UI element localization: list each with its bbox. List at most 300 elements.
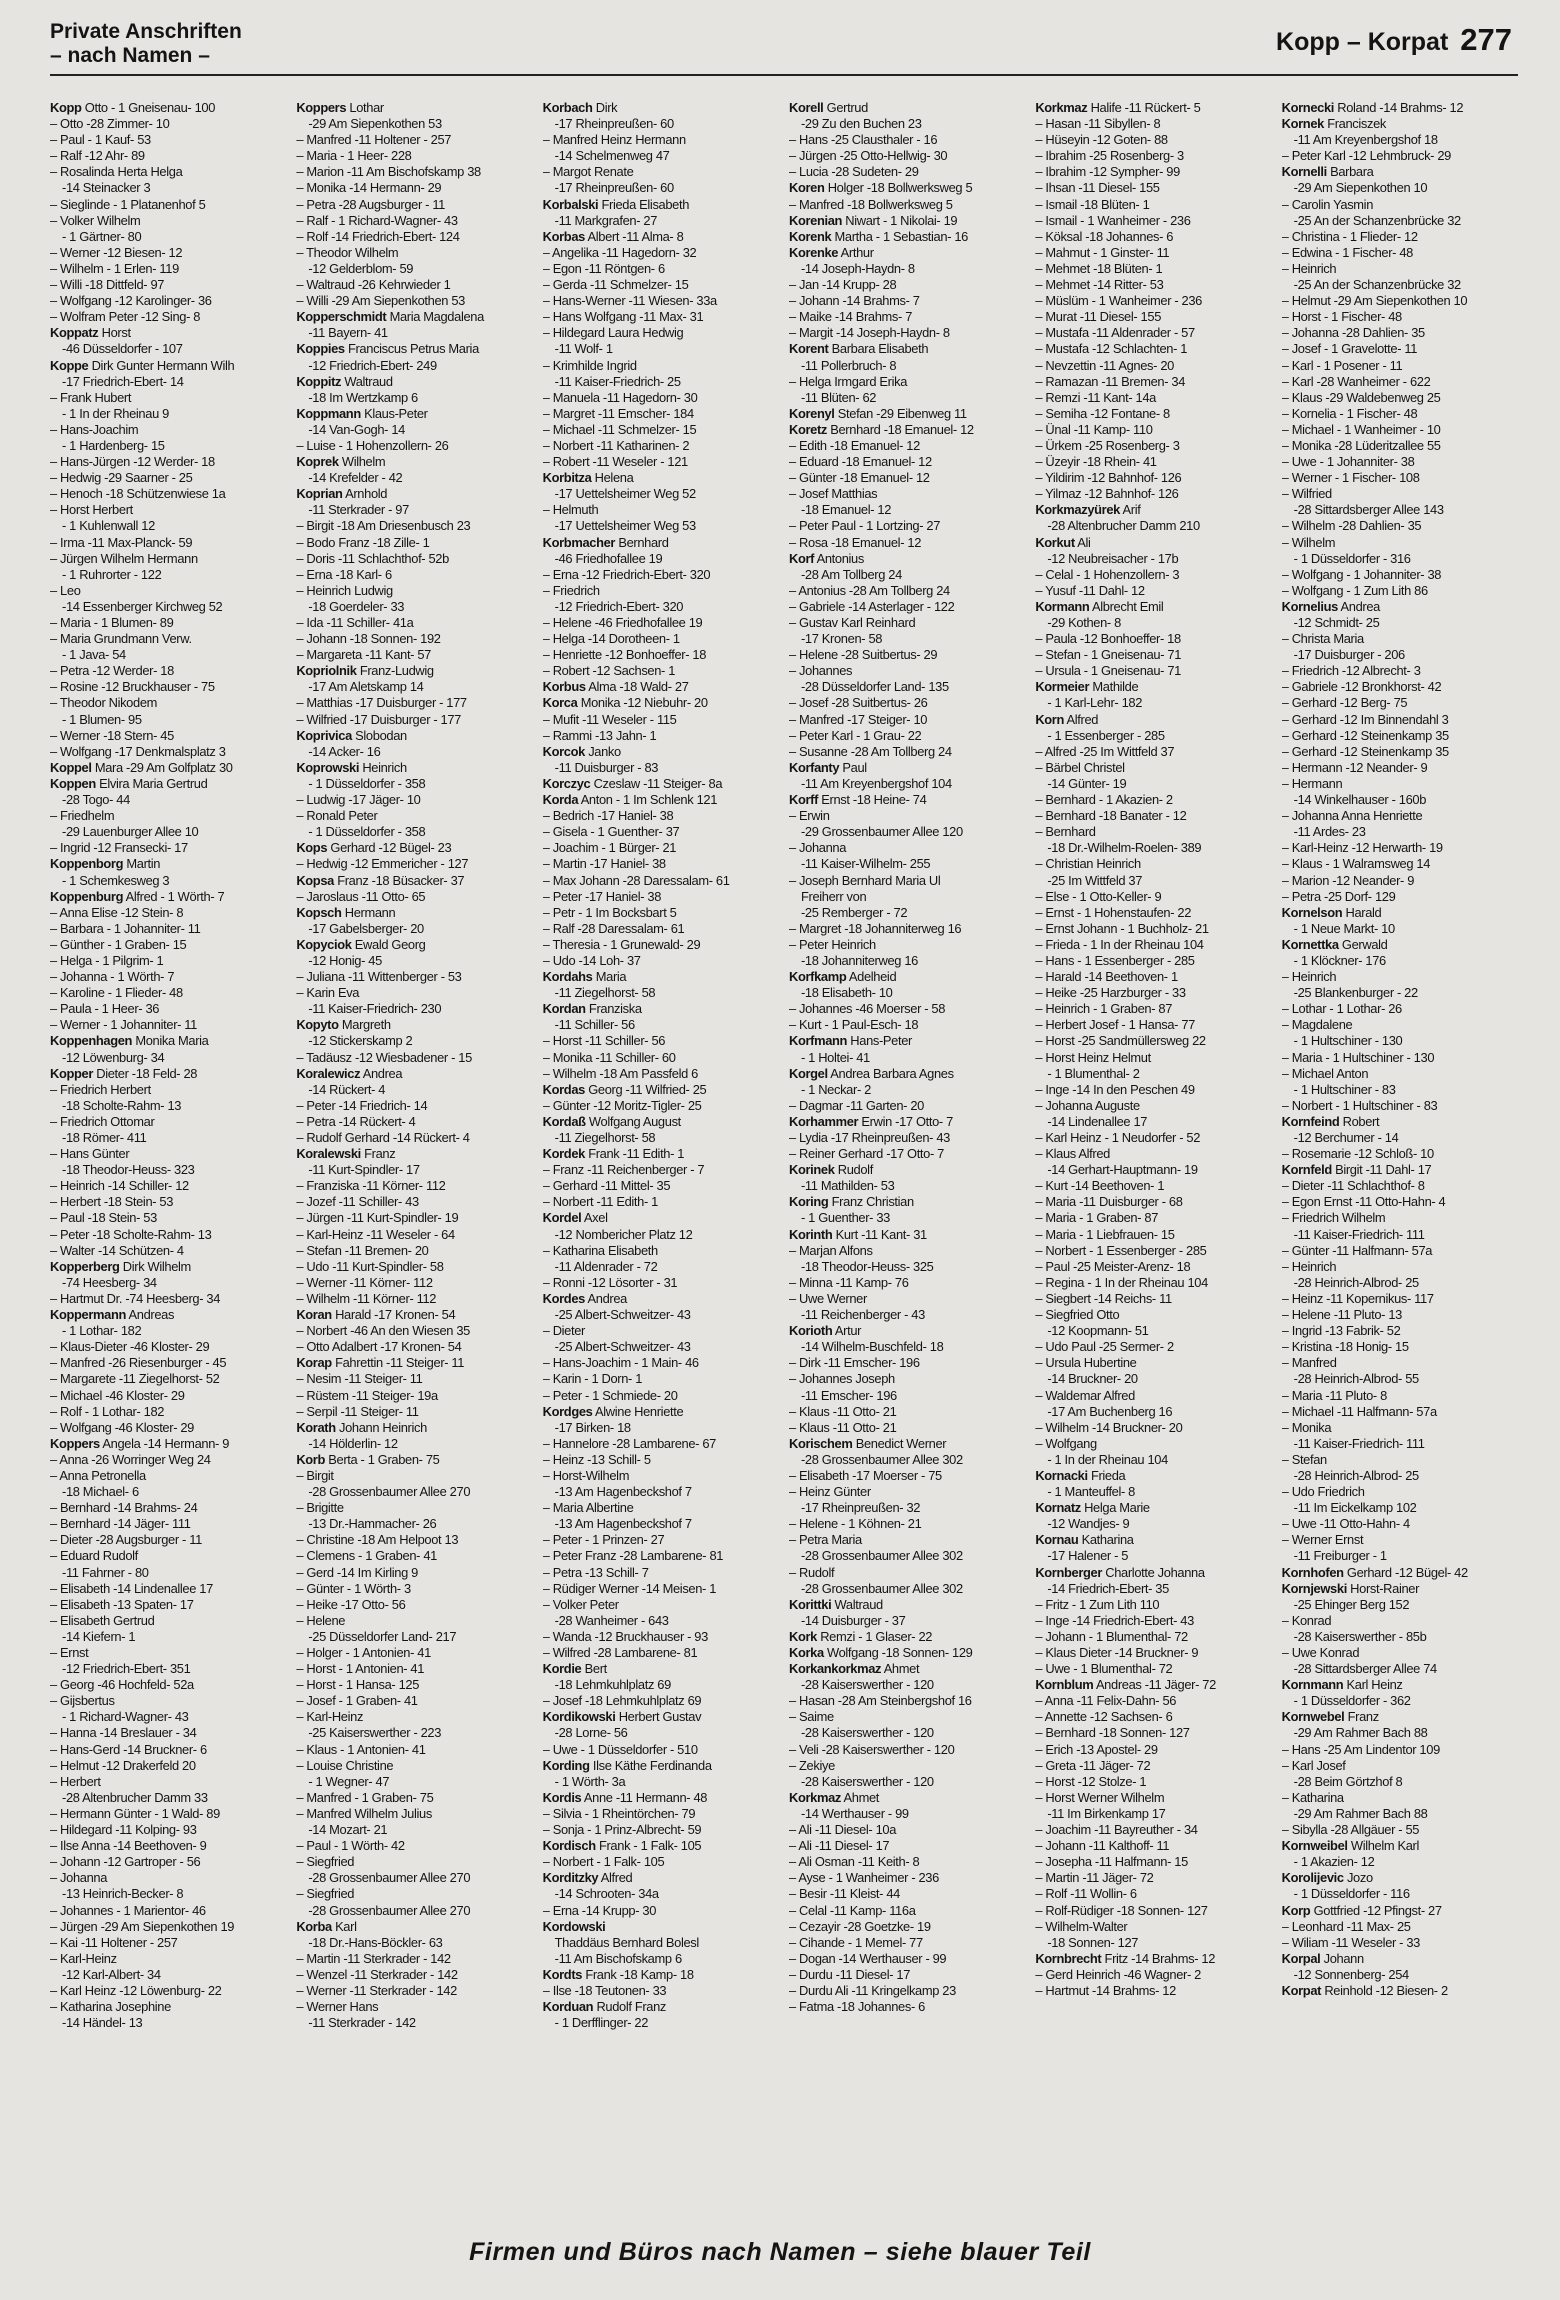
entry-text: - 1 Guenther- 33 bbox=[800, 1210, 890, 1226]
entry-text: Bernhard bbox=[618, 534, 669, 550]
listing-entry bbox=[1282, 1243, 1518, 1259]
listing-entry bbox=[1282, 1468, 1518, 1484]
entry-text: – Katharina bbox=[1281, 1789, 1344, 1805]
listing-entry bbox=[1282, 1548, 1518, 1564]
listing-entry bbox=[50, 953, 286, 969]
listing-entry bbox=[1035, 390, 1271, 406]
entry-text: – Mehmet -18 Blüten- 1 bbox=[1035, 260, 1163, 276]
listing-entry bbox=[50, 937, 286, 953]
entry-text: – Martin -17 Haniel- 38 bbox=[542, 856, 666, 872]
listing-entry bbox=[789, 631, 1025, 647]
listing-entry bbox=[296, 1919, 532, 1935]
listing-entry bbox=[296, 953, 532, 969]
entry-text: – Magdalene bbox=[1281, 1017, 1353, 1033]
listing-entry bbox=[296, 1162, 532, 1178]
listing-entry bbox=[296, 1645, 532, 1661]
listing-entry bbox=[789, 1307, 1025, 1323]
listing-entry bbox=[1035, 245, 1271, 261]
surname: Kordaß bbox=[542, 1113, 586, 1129]
listing-entry bbox=[1035, 213, 1271, 229]
listing-entry bbox=[789, 1758, 1025, 1774]
surname: Korduan bbox=[542, 1999, 594, 2015]
entry-text: -28 Sittardsberger Allee 143 bbox=[1293, 502, 1444, 518]
listing-entry bbox=[50, 567, 286, 583]
entry-text: -12 Honig- 45 bbox=[308, 952, 382, 968]
listing-entry bbox=[50, 1790, 286, 1806]
entry-text: – Werner - 1 Fischer- 108 bbox=[1281, 470, 1420, 486]
listing-entry bbox=[789, 132, 1025, 148]
listing-entry bbox=[543, 1388, 779, 1404]
entry-text: Wolfgang -18 Sonnen- 129 bbox=[827, 1645, 973, 1660]
footer-note: Firmen und Büros nach Namen – siehe blauer Teil bbox=[469, 2238, 1091, 2266]
surname: Kornacki bbox=[1035, 1467, 1088, 1483]
entry-text: Arthur bbox=[840, 244, 874, 260]
entry-text: – Johanna Auguste bbox=[1035, 1097, 1140, 1113]
entry-text: – Wilhelm -18 Am Passfeld 6 bbox=[542, 1065, 698, 1081]
entry-text: – Ismail - 1 Wanheimer - 236 bbox=[1035, 212, 1191, 228]
listing-entry bbox=[543, 647, 779, 663]
listing-entry bbox=[50, 1388, 286, 1404]
entry-text: – Johanna -28 Dahlien- 35 bbox=[1281, 325, 1425, 341]
listing-entry bbox=[1282, 502, 1518, 518]
listing-entry bbox=[543, 1468, 779, 1484]
surname: Kornbrecht bbox=[1035, 1950, 1102, 1966]
listing-entry bbox=[296, 873, 532, 889]
listing-entry bbox=[296, 1436, 532, 1452]
listing-entry bbox=[1035, 1709, 1271, 1725]
listing-entry bbox=[1035, 1001, 1271, 1017]
listing-entry bbox=[1035, 358, 1271, 374]
listing-entry bbox=[1282, 599, 1518, 615]
listing-entry bbox=[543, 1919, 779, 1935]
entry-text: -12 Nombericher Platz 12 bbox=[554, 1226, 693, 1242]
entry-text: – Margot Renate bbox=[542, 164, 634, 180]
entry-text: -11 Im Birkenkamp 17 bbox=[1047, 1805, 1166, 1821]
listing-entry bbox=[789, 583, 1025, 599]
listing-entry bbox=[296, 1822, 532, 1838]
entry-text: – Hermann bbox=[1281, 775, 1343, 791]
listing-entry bbox=[1282, 229, 1518, 245]
listing-entry bbox=[1035, 1259, 1271, 1275]
entry-text: – Klaus -11 Otto- 21 bbox=[788, 1419, 897, 1435]
entry-text: – Gerhard -12 Steinenkamp 35 bbox=[1281, 743, 1449, 759]
entry-text: – Werner -18 Stern- 45 bbox=[50, 727, 174, 743]
entry-text: – Hedwig -12 Emmericher - 127 bbox=[296, 856, 469, 872]
listing-entry bbox=[789, 1468, 1025, 1484]
listing-entry bbox=[50, 358, 286, 374]
listing-entry bbox=[543, 1404, 779, 1420]
listing-entry bbox=[296, 1130, 532, 1146]
listing-entry bbox=[1282, 1355, 1518, 1371]
listing-entry bbox=[1035, 293, 1271, 309]
listing-entry bbox=[543, 1774, 779, 1790]
entry-text: – Ramazan -11 Bremen- 34 bbox=[1035, 373, 1186, 389]
surname: Kornettka bbox=[1281, 936, 1339, 952]
surname: Korbalski bbox=[542, 196, 599, 212]
listing-entry bbox=[789, 728, 1025, 744]
entry-text: – Maria -11 Duisburger - 68 bbox=[1035, 1194, 1183, 1210]
listing-entry bbox=[1282, 1661, 1518, 1677]
page-number: 277 bbox=[1460, 22, 1512, 57]
listing-entry bbox=[789, 937, 1025, 953]
listing-entry bbox=[789, 325, 1025, 341]
entry-text: Roland -14 Brahms- 12 bbox=[1337, 100, 1464, 115]
surname: Korbach bbox=[542, 100, 593, 115]
listing-entry bbox=[1035, 1291, 1271, 1307]
listing-entry bbox=[296, 1983, 532, 1999]
entry-text: -11 Mathilden- 53 bbox=[800, 1178, 895, 1194]
listing-entry bbox=[543, 551, 779, 567]
listing-entry bbox=[1282, 213, 1518, 229]
entry-text: – Harald -14 Beethoven- 1 bbox=[1035, 969, 1178, 985]
entry-text: – Waldemar Alfred bbox=[1035, 1387, 1135, 1403]
listing-entry bbox=[1035, 1339, 1271, 1355]
listing-entry bbox=[543, 1275, 779, 1291]
listing-entry bbox=[789, 197, 1025, 213]
entry-text: – Dogan -14 Werthauser - 99 bbox=[788, 1950, 947, 1966]
listing-entry bbox=[543, 792, 779, 808]
listing-entry bbox=[1282, 969, 1518, 985]
entry-text: -11 Am Kreyenbergshof 18 bbox=[1293, 132, 1438, 148]
entry-text: – Christine -18 Am Helpoot 13 bbox=[296, 1532, 459, 1548]
entry-text: – Monika bbox=[1281, 1419, 1332, 1435]
listing-entry bbox=[543, 518, 779, 534]
listing-entry bbox=[1035, 889, 1271, 905]
entry-text: – Maria - 1 Liebfrauen- 15 bbox=[1035, 1226, 1175, 1242]
listing-entry bbox=[543, 1581, 779, 1597]
entry-text: – Tadäusz -12 Wiesbadener - 15 bbox=[296, 1049, 472, 1065]
entry-text: – Barbara - 1 Johanniter- 11 bbox=[50, 920, 201, 936]
entry-text: Fritz -14 Brahms- 12 bbox=[1104, 1950, 1216, 1966]
listing-entry bbox=[296, 1870, 532, 1886]
listing-entry bbox=[50, 261, 286, 277]
entry-text: Herbert Gustav bbox=[618, 1709, 702, 1725]
listing-entry bbox=[1282, 792, 1518, 808]
entry-text: Gerhard -12 Bügel- 42 bbox=[1346, 1564, 1468, 1580]
listing-entry bbox=[296, 840, 532, 856]
listing-entry bbox=[296, 1774, 532, 1790]
entry-text: -12 Berchumer - 14 bbox=[1293, 1130, 1399, 1145]
listing-entry bbox=[50, 1050, 286, 1066]
entry-text: – Karl -28 Wanheimer - 622 bbox=[1281, 373, 1431, 389]
listing-entry bbox=[543, 213, 779, 229]
listing-entry bbox=[543, 808, 779, 824]
listing-entry bbox=[296, 1854, 532, 1870]
listing-entry bbox=[296, 502, 532, 518]
listing-entry bbox=[789, 1194, 1025, 1210]
listing-entry bbox=[1282, 116, 1518, 132]
entry-text: – Rudolf bbox=[788, 1564, 835, 1580]
entry-text: - 1 Schemkesweg 3 bbox=[62, 872, 170, 888]
entry-text: Axel bbox=[583, 1210, 608, 1226]
entry-text: – Remzi -11 Kant- 14a bbox=[1035, 389, 1156, 405]
surname: Korkmaz bbox=[1035, 100, 1088, 115]
listing-entry bbox=[789, 1951, 1025, 1967]
listing-entry bbox=[1282, 470, 1518, 486]
listing-entry bbox=[789, 1854, 1025, 1870]
listing-entry bbox=[296, 856, 532, 872]
listing-entry bbox=[543, 1983, 779, 1999]
entry-text: – Michael Anton bbox=[1281, 1065, 1369, 1081]
listing-entry bbox=[543, 1436, 779, 1452]
entry-text: -18 Theodor-Heuss- 325 bbox=[800, 1258, 934, 1274]
entry-text: – Karl-Heinz -12 Herwarth- 19 bbox=[1281, 840, 1443, 856]
entry-text: – Klaus Alfred bbox=[1035, 1146, 1110, 1162]
entry-text: – Volker Wilhelm bbox=[50, 212, 141, 228]
entry-text: -11 Am Bischofskamp 6 bbox=[554, 1950, 682, 1966]
listing-entry bbox=[50, 985, 286, 1001]
listing-entry bbox=[1035, 132, 1271, 148]
listing-entry bbox=[50, 1259, 286, 1275]
entry-text: Kurt -11 Kant- 31 bbox=[835, 1226, 927, 1242]
surname: Kornfeind bbox=[1281, 1113, 1340, 1129]
entry-text: -11 Sterkrader - 142 bbox=[308, 2015, 416, 2031]
listing-entry bbox=[789, 535, 1025, 551]
entry-text: - 1 Essenberger - 285 bbox=[1047, 727, 1165, 743]
listing-entry bbox=[50, 1597, 286, 1613]
entry-text: – Paul -25 Meister-Arenz- 18 bbox=[1035, 1258, 1191, 1274]
listing-entry bbox=[1035, 518, 1271, 534]
entry-text: -28 Grossenbaumer Allee 302 bbox=[800, 1451, 963, 1467]
listing-entry bbox=[1035, 100, 1271, 116]
surname: Koppe bbox=[50, 357, 89, 373]
listing-entry bbox=[789, 824, 1025, 840]
listing-entry bbox=[789, 744, 1025, 760]
entry-text: – Lothar - 1 Lothar- 26 bbox=[1281, 1001, 1402, 1017]
entry-text: – Stefan bbox=[1281, 1451, 1327, 1467]
listing-entry bbox=[296, 261, 532, 277]
listing-entry bbox=[50, 1066, 286, 1082]
listing-entry bbox=[1035, 1323, 1271, 1339]
listing-entry bbox=[789, 454, 1025, 470]
listing-entry bbox=[296, 1227, 532, 1243]
entry-text: – Irma -11 Max-Planck- 59 bbox=[50, 534, 193, 550]
entry-text: Waltraud bbox=[344, 373, 393, 389]
entry-text: – Hans -25 Clausthaler - 16 bbox=[788, 132, 938, 148]
entry-text: -17 Uettelsheimer Weg 52 bbox=[554, 486, 696, 502]
entry-text: – Leonhard -11 Max- 25 bbox=[1281, 1918, 1411, 1934]
listing-entry bbox=[1035, 808, 1271, 824]
entry-text: -11 Pollerbruch- 8 bbox=[800, 357, 897, 373]
listing-entry bbox=[1282, 1017, 1518, 1033]
entry-text: - 1 Düsseldorfer - 358 bbox=[308, 775, 426, 791]
listing-entry bbox=[1035, 1903, 1271, 1919]
entry-text: – Hans - 1 Essenberger - 285 bbox=[1035, 952, 1195, 968]
entry-text: – Bernhard bbox=[1035, 824, 1096, 840]
surname: Koppenhagen bbox=[50, 1033, 133, 1049]
listing-entry bbox=[50, 1967, 286, 1983]
listing-entry bbox=[789, 1082, 1025, 1098]
entry-text: – Michael -11 Schmelzer- 15 bbox=[542, 421, 697, 437]
listing-entry bbox=[789, 180, 1025, 196]
entry-text: – Günter -18 Emanuel- 12 bbox=[788, 470, 930, 486]
entry-text: Arif bbox=[1122, 502, 1141, 518]
entry-text: – Cihande - 1 Memel- 77 bbox=[788, 1934, 923, 1950]
entry-text: – Hans -25 Am Lindentor 109 bbox=[1281, 1741, 1440, 1757]
listing-entry bbox=[50, 1339, 286, 1355]
listing-entry bbox=[50, 1484, 286, 1500]
listing-entry bbox=[543, 1355, 779, 1371]
entry-text: - 1 Klöckner- 176 bbox=[1293, 952, 1386, 968]
entry-text: – Margarete -11 Ziegelhorst- 52 bbox=[50, 1371, 220, 1387]
entry-text: – Erwin bbox=[788, 808, 830, 824]
entry-text: – Klaus -29 Waldebenweg 25 bbox=[1281, 389, 1441, 405]
entry-text: – Maike -14 Brahms- 7 bbox=[788, 309, 913, 325]
surname: Korn bbox=[1035, 711, 1065, 727]
listing-entry bbox=[789, 985, 1025, 1001]
entry-text: – Mahmut - 1 Ginster- 11 bbox=[1035, 244, 1170, 260]
surname: Korath bbox=[296, 1419, 336, 1435]
entry-text: – Brigitte bbox=[296, 1500, 344, 1516]
listing-entry bbox=[543, 1613, 779, 1629]
listing-entry bbox=[1035, 1565, 1271, 1581]
listing-entry bbox=[1035, 1033, 1271, 1049]
listing-entry bbox=[1282, 583, 1518, 599]
entry-text: Bert bbox=[584, 1661, 607, 1677]
surname: Korischem bbox=[788, 1435, 853, 1451]
surname: Kornweibel bbox=[1281, 1838, 1348, 1854]
listing-entry bbox=[50, 293, 286, 309]
listing-entry bbox=[1282, 325, 1518, 341]
listing-entry bbox=[1282, 1677, 1518, 1693]
entry-text: -11 Blüten- 62 bbox=[800, 389, 877, 405]
listing-entry bbox=[543, 1645, 779, 1661]
entry-text: – Else - 1 Otto-Keller- 9 bbox=[1035, 888, 1162, 904]
listing-entry bbox=[296, 1532, 532, 1548]
entry-text: – Peter Franz -28 Lambarene- 81 bbox=[542, 1548, 724, 1564]
entry-text: – Wilhelm -28 Dahlien- 35 bbox=[1281, 518, 1422, 534]
entry-text: – Johannes -46 Moerser - 58 bbox=[788, 1001, 946, 1017]
listing-entry bbox=[1282, 1725, 1518, 1741]
entry-text: -29 Grossenbaumer Allee 120 bbox=[800, 824, 963, 840]
listing-entry bbox=[543, 937, 779, 953]
listing-entry bbox=[296, 148, 532, 164]
entry-text: – Lydia -17 Rheinpreußen- 43 bbox=[788, 1130, 950, 1145]
listing-entry bbox=[296, 1420, 532, 1436]
entry-text: – Hildegard -11 Kolping- 93 bbox=[50, 1822, 197, 1838]
entry-text: Berta - 1 Graben- 75 bbox=[328, 1451, 440, 1467]
surname: Koppenborg bbox=[50, 856, 124, 872]
listing-entry bbox=[50, 245, 286, 261]
entry-text: – Ronald Peter bbox=[296, 808, 378, 824]
listing-entry bbox=[543, 1291, 779, 1307]
listing-entry bbox=[50, 679, 286, 695]
entry-text: – Helene -46 Friedhofallee 19 bbox=[542, 615, 703, 630]
listing-entry bbox=[50, 470, 286, 486]
entry-text: Angela -14 Hermann- 9 bbox=[102, 1435, 230, 1451]
entry-text: – Ünal -11 Kamp- 110 bbox=[1035, 421, 1153, 437]
entry-text: – Ürkem -25 Rosenberg- 3 bbox=[1035, 437, 1180, 453]
entry-text: – Erich -13 Apostel- 29 bbox=[1035, 1741, 1158, 1757]
surname: Kopyto bbox=[296, 1017, 339, 1033]
entry-text: Lothar bbox=[349, 100, 384, 115]
surname: Korgel bbox=[788, 1065, 828, 1081]
entry-text: – Celal - 1 Hohenzollern- 3 bbox=[1035, 566, 1180, 582]
listing-entry bbox=[543, 502, 779, 518]
listing-entry bbox=[543, 422, 779, 438]
entry-text: -28 Kaiserswerther - 120 bbox=[800, 1677, 934, 1693]
listing-entry bbox=[1282, 679, 1518, 695]
entry-text: -14 Lindenallee 17 bbox=[1047, 1113, 1148, 1129]
entry-text: – Jan -14 Krupp- 28 bbox=[788, 277, 897, 293]
surname: Kordek bbox=[542, 1146, 585, 1162]
entry-text: – Mustafa -11 Aldenrader - 57 bbox=[1035, 325, 1195, 341]
listing-entry bbox=[50, 969, 286, 985]
listing-entry bbox=[296, 1548, 532, 1564]
entry-text: – Üzeyir -18 Rhein- 41 bbox=[1035, 454, 1157, 470]
listing-entry bbox=[1035, 1468, 1271, 1484]
surname: Korkmaz bbox=[788, 1789, 841, 1805]
entry-text: – Otto -28 Zimmer- 10 bbox=[50, 116, 170, 132]
entry-text: Alfred - 1 Wörth- 7 bbox=[125, 888, 225, 904]
listing-entry bbox=[1282, 1275, 1518, 1291]
listing-entry bbox=[789, 1178, 1025, 1194]
listing-entry bbox=[789, 1790, 1025, 1806]
surname: Koppies bbox=[296, 341, 345, 357]
listing-entry bbox=[50, 695, 286, 711]
entry-text: – Manfred -18 Bollwerksweg 5 bbox=[788, 196, 953, 212]
listing-columns bbox=[50, 100, 1518, 2230]
surname: Koppermann bbox=[50, 1307, 126, 1323]
entry-text: -14 Werthauser - 99 bbox=[800, 1805, 909, 1821]
entry-text: – Zekiye bbox=[788, 1757, 835, 1773]
listing-entry bbox=[1035, 953, 1271, 969]
listing-entry bbox=[296, 454, 532, 470]
listing-entry bbox=[543, 889, 779, 905]
entry-text: – Johannes Joseph bbox=[788, 1371, 895, 1387]
entry-text: - 1 Hardenberg- 15 bbox=[62, 437, 165, 453]
listing-entry bbox=[543, 856, 779, 872]
entry-text: - 1 In der Rheinau 9 bbox=[62, 405, 169, 421]
entry-text: – Johanna bbox=[788, 840, 847, 856]
listing-entry bbox=[1035, 1870, 1271, 1886]
listing-entry bbox=[789, 341, 1025, 357]
listing-entry bbox=[1035, 985, 1271, 1001]
listing-entry bbox=[789, 679, 1025, 695]
entry-text: - 1 Wörth- 3a bbox=[554, 1773, 626, 1789]
entry-text: – Yilmaz -12 Bahnhof- 126 bbox=[1035, 486, 1179, 502]
listing-entry bbox=[296, 213, 532, 229]
listing-entry bbox=[1035, 180, 1271, 196]
listing-entry bbox=[789, 873, 1025, 889]
listing-entry bbox=[296, 1742, 532, 1758]
listing-entry bbox=[296, 1838, 532, 1854]
listing-entry bbox=[1282, 1404, 1518, 1420]
entry-text: – Rosemarie -12 Schloß- 10 bbox=[1281, 1146, 1434, 1162]
listing-entry bbox=[543, 229, 779, 245]
listing-entry bbox=[296, 1629, 532, 1645]
entry-text: Thaddäus Bernhard Bolesl bbox=[554, 1934, 699, 1950]
entry-text: Alwine Henriette bbox=[595, 1403, 684, 1419]
entry-text: - 1 Manteuffel- 8 bbox=[1047, 1484, 1136, 1500]
surname: Kormann bbox=[1035, 598, 1090, 614]
entry-text: -25 Kaiserswerther - 223 bbox=[308, 1725, 442, 1741]
surname: Kornjewski bbox=[1281, 1580, 1347, 1596]
entry-text: – Bernhard - 1 Akazien- 2 bbox=[1035, 792, 1173, 808]
entry-text: – Gerhard -12 Im Binnendahl 3 bbox=[1281, 711, 1449, 727]
listing-entry bbox=[789, 695, 1025, 711]
listing-entry bbox=[1282, 1114, 1518, 1130]
entry-text: – Uwe -11 Otto-Hahn- 4 bbox=[1281, 1516, 1410, 1532]
entry-text: -29 Am Siepenkothen 10 bbox=[1293, 180, 1428, 196]
listing-entry bbox=[543, 840, 779, 856]
surname: Koralewicz bbox=[296, 1065, 361, 1081]
listing-entry bbox=[789, 1967, 1025, 1983]
listing-entry bbox=[1282, 1339, 1518, 1355]
listing-entry bbox=[296, 1210, 532, 1226]
entry-text: – Norbert - 1 Falk- 105 bbox=[542, 1854, 665, 1870]
entry-text: – Ludwig -17 Jäger- 10 bbox=[296, 792, 421, 808]
